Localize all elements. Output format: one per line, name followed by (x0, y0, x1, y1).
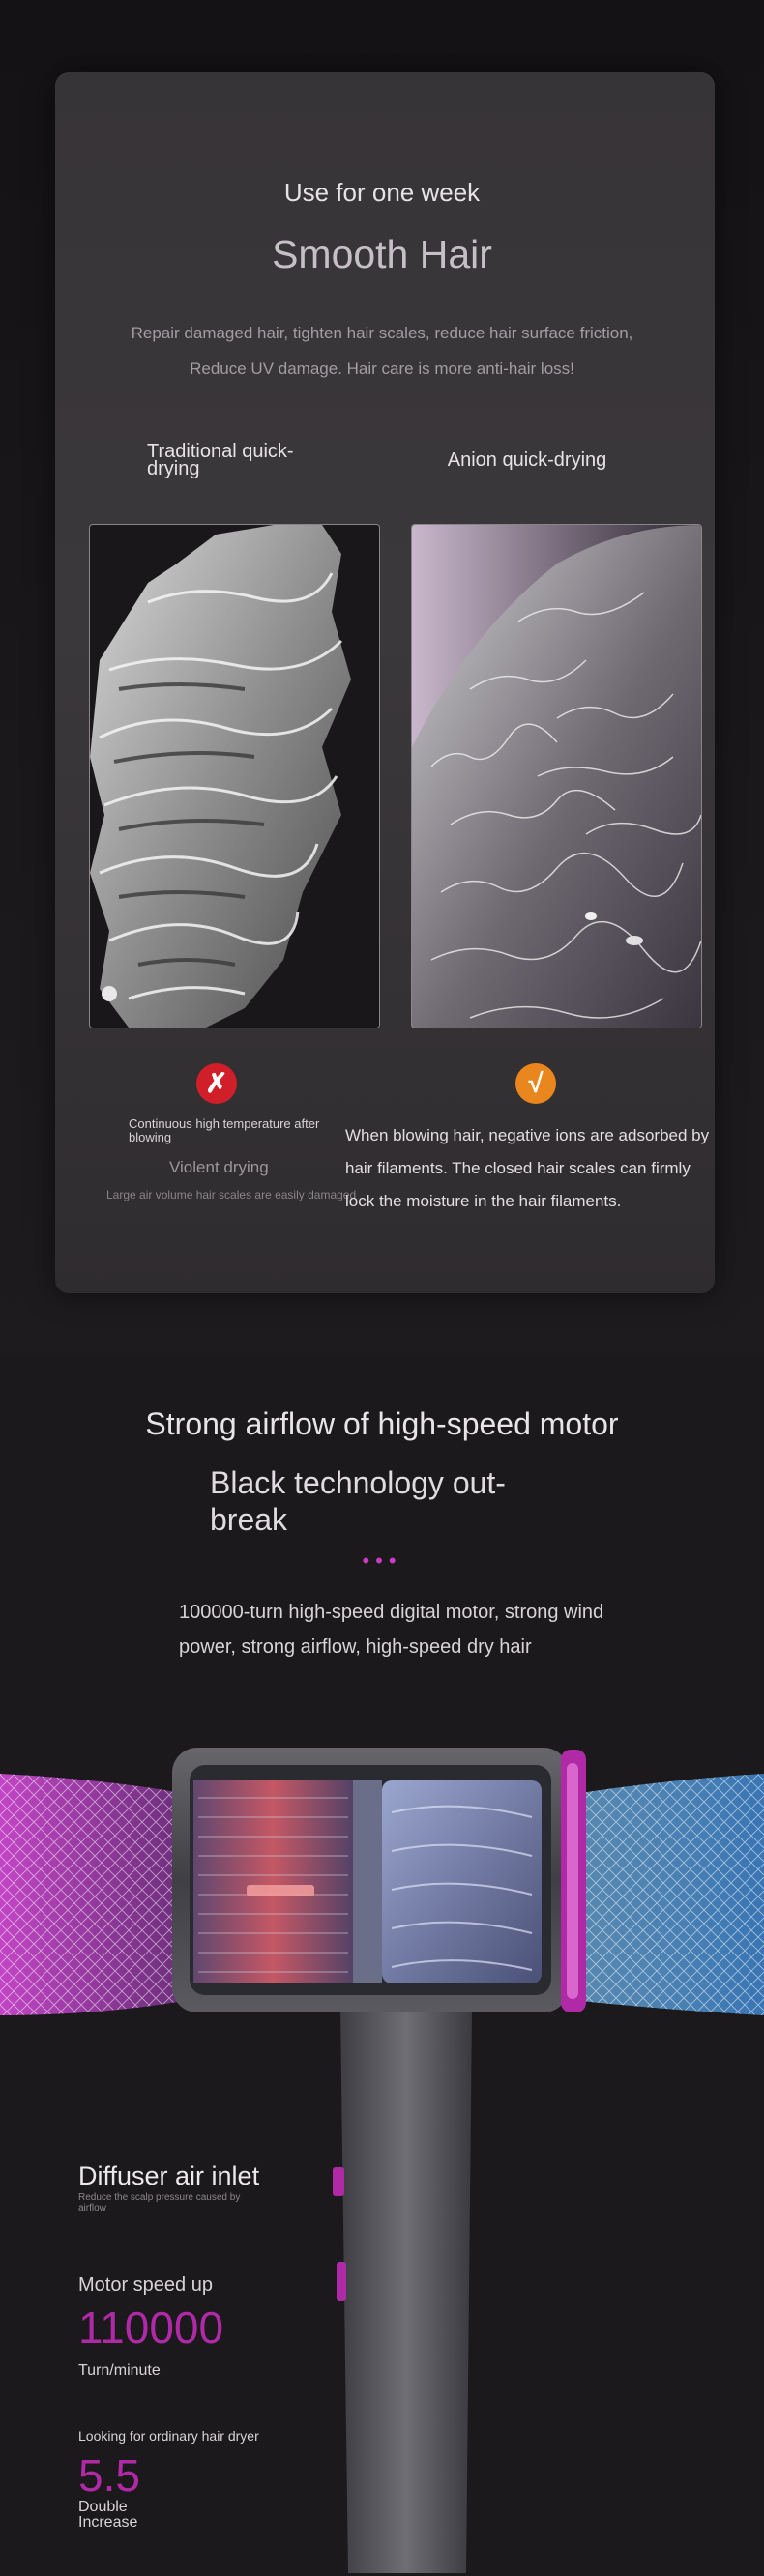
anion-label: Anion quick-drying (447, 449, 607, 471)
hair-dryer-illustration (0, 1721, 764, 2576)
comparison-label: Looking for ordinary hair dryer (78, 2428, 259, 2444)
damaged-hair-image (89, 524, 380, 1028)
diffuser-subtitle: Reduce the scalp pressure caused by airflow (78, 2192, 241, 2214)
anion-description: When blowing hair, negative ions are adsorbed by hair filaments. The closed hair scales can firmly lock the moisture in the hair filaments. (345, 1126, 710, 1210)
motor-title: Strong airflow of high-speed motor (145, 1406, 619, 1441)
motor-speed-unit: Turn/minute (78, 2362, 161, 2379)
comparison-title: Smooth Hair (272, 232, 492, 276)
description-line-1: Repair damaged hair, tighten hair scales, reduce hair surface friction, (131, 324, 633, 342)
traditional-point-1: Continuous high temperature after blowing (129, 1116, 320, 1144)
description-line-2: Reduce UV damage. Hair care is more anti-hair loss! (190, 360, 574, 378)
diffuser-title: Diffuser air inlet (78, 2161, 260, 2190)
comparison-subtitle: Use for one week (283, 178, 481, 207)
traditional-point-2: Violent drying (169, 1158, 269, 1176)
traditional-point-3: Large air volume hair scales are easily damaged (106, 1188, 357, 1201)
check-icon: √ (515, 1063, 556, 1104)
comparison-value: 5.5 (78, 2450, 140, 2501)
comparison-description (58, 315, 706, 387)
traditional-label: Traditional quick-drying (147, 441, 294, 479)
dots-divider: ••• (362, 1548, 402, 1573)
smooth-hair-image (411, 524, 702, 1028)
motor-speed-value: 110000 (78, 2302, 224, 2353)
motor-subtitle: Black technology out-break (210, 1465, 506, 1537)
motor-speed-label: Motor speed up (78, 2274, 213, 2296)
comparison-unit: Double Increase (78, 2499, 138, 2531)
cross-icon: ✗ (196, 1063, 237, 1104)
motor-description: 100000-turn high-speed digital motor, strong wind power, strong airflow, high-speed dry hair (179, 1602, 604, 1658)
